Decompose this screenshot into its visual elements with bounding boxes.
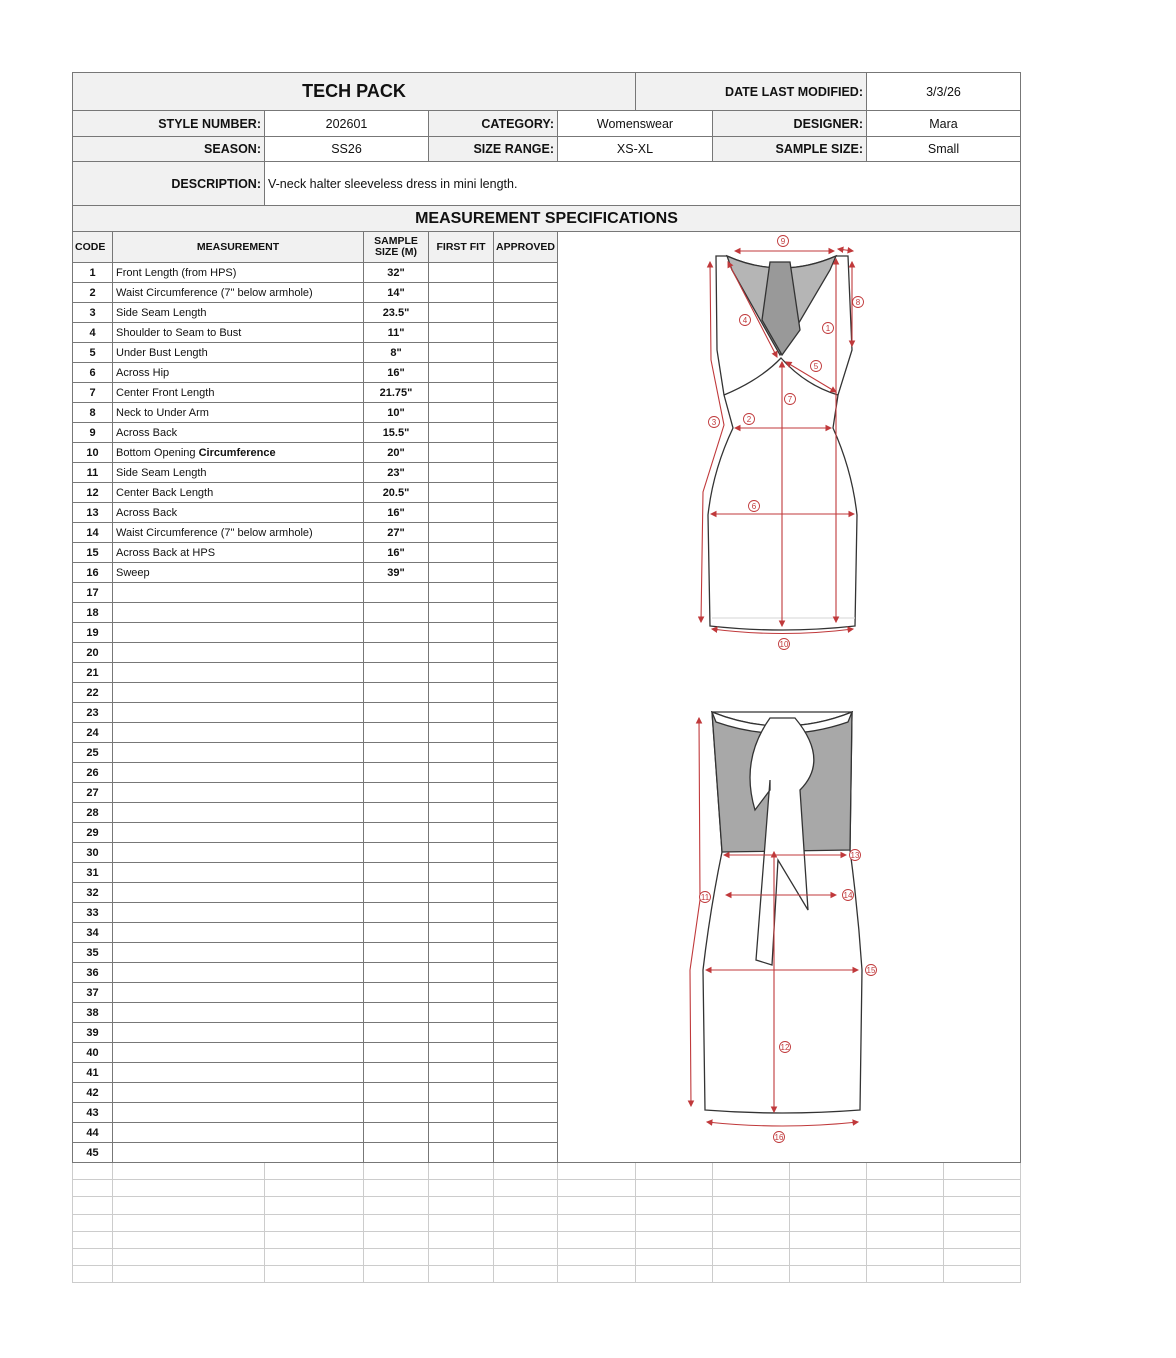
row-code: 11 [72,463,113,483]
row-sample-size: 23.5" [364,303,429,323]
row-code: 4 [72,323,113,343]
row-code: 45 [72,1143,113,1163]
callout-front-label: 4 [742,316,748,325]
row-sample-size: 8" [364,343,429,363]
measurement-name: Across Back [116,506,178,519]
row-sample-size: 16" [364,363,429,383]
callout-back-label: 13 [850,851,860,860]
row-sample-size: 39" [364,563,429,583]
date-label: DATE LAST MODIFIED: [636,72,867,111]
season-label: SEASON: [72,137,265,162]
callout-front-label: 5 [813,362,819,371]
row-code: 20 [72,643,113,663]
measurement-name: Across Back [116,426,178,439]
row-sample-size: 20.5" [364,483,429,503]
callout-front-label: 1 [825,324,831,333]
row-code: 30 [72,843,113,863]
callout-back-label: 15 [866,966,876,975]
callout-back-label: 16 [774,1133,784,1142]
description-value: V-neck halter sleeveless dress in mini length. [265,162,1021,206]
row-code: 42 [72,1083,113,1103]
row-code: 28 [72,803,113,823]
measurement-name: Side Seam Length [116,466,207,479]
row-code: 29 [72,823,113,843]
measurement-name: Shoulder to Seam to Bust [116,326,242,339]
designer-label: DESIGNER: [713,111,867,137]
measurement-name: Waist Circumference (7" below armhole) [116,526,313,539]
measurement-name-bold: Circumference [198,446,276,459]
callout-front-label: 6 [751,502,757,511]
sample-size-label: SAMPLE SIZE: [713,137,867,162]
row-code: 40 [72,1043,113,1063]
row-code: 5 [72,343,113,363]
measurement-name: Neck to Under Arm [116,406,209,419]
row-code: 8 [72,403,113,423]
row-code: 10 [72,443,113,463]
row-code: 25 [72,743,113,763]
row-code: 31 [72,863,113,883]
col-measurement-header: MEASUREMENT [113,232,364,263]
row-sample-size: 10" [364,403,429,423]
row-code: 22 [72,683,113,703]
size-range-value: XS-XL [558,137,713,162]
row-code: 34 [72,923,113,943]
row-code: 3 [72,303,113,323]
row-sample-size: 14" [364,283,429,303]
row-code: 16 [72,563,113,583]
row-sample-size: 23" [364,463,429,483]
measurement-name: Waist Circumference (7" below armhole) [116,286,313,299]
col-code-header: CODE [72,232,113,263]
row-sample-size: 32" [364,263,429,283]
measurement-name: Across Hip [116,366,170,379]
row-code: 39 [72,1023,113,1043]
row-code: 12 [72,483,113,503]
section-title: MEASUREMENT SPECIFICATIONS [72,206,1021,232]
style-number-label: STYLE NUMBER: [72,111,265,137]
row-code: 17 [72,583,113,603]
measurement-name: Front Length (from HPS) [116,266,237,279]
category-value: Womenswear [558,111,713,137]
callout-back-label: 14 [843,891,853,900]
category-label: CATEGORY: [429,111,558,137]
row-code: 9 [72,423,113,443]
row-code: 19 [72,623,113,643]
callout-back-label: 12 [780,1043,790,1052]
row-code: 1 [72,263,113,283]
measurement-name: Center Front Length [116,386,215,399]
style-number-value: 202601 [265,111,429,137]
measurement-name: Sweep [116,566,150,579]
sample-size-value: Small [867,137,1021,162]
callout-front-label: 8 [855,298,861,307]
col-first-fit-header: FIRST FIT [429,232,494,263]
row-sample-size: 20" [364,443,429,463]
description-label: DESCRIPTION: [72,162,265,206]
measurement-name: Across Back at HPS [116,546,216,559]
row-code: 26 [72,763,113,783]
callout-back-label: 11 [700,893,710,902]
row-code: 6 [72,363,113,383]
row-code: 2 [72,283,113,303]
designer-value: Mara [867,111,1021,137]
row-code: 27 [72,783,113,803]
measurement-name: Bottom Opening [116,446,196,459]
date-value: 3/3/26 [867,72,1021,111]
row-code: 18 [72,603,113,623]
row-sample-size: 16" [364,503,429,523]
callout-front-label: 9 [780,237,786,246]
size-range-label: SIZE RANGE: [429,137,558,162]
callout-front-label: 3 [711,418,717,427]
row-sample-size: 15.5" [364,423,429,443]
row-code: 37 [72,983,113,1003]
col-approved-header: APPROVED [494,232,558,263]
row-code: 32 [72,883,113,903]
row-code: 33 [72,903,113,923]
row-sample-size: 27" [364,523,429,543]
callout-front-label: 2 [746,415,752,424]
row-code: 13 [72,503,113,523]
measurement-name: Under Bust Length [116,346,208,359]
row-code: 36 [72,963,113,983]
row-code: 41 [72,1063,113,1083]
row-code: 7 [72,383,113,403]
measurement-name: Side Seam Length [116,306,207,319]
col-sample-size-header: SAMPLE SIZE (M) [364,232,429,263]
callout-front-label: 10 [779,640,789,649]
row-sample-size: 21.75" [364,383,429,403]
row-code: 14 [72,523,113,543]
page-title: TECH PACK [72,72,636,111]
row-code: 35 [72,943,113,963]
back-dress-sketch [700,712,862,1113]
row-code: 38 [72,1003,113,1023]
row-code: 43 [72,1103,113,1123]
row-code: 44 [72,1123,113,1143]
row-sample-size: 11" [364,323,429,343]
season-value: SS26 [265,137,429,162]
row-sample-size: 16" [364,543,429,563]
row-code: 23 [72,703,113,723]
row-code: 24 [72,723,113,743]
row-code: 15 [72,543,113,563]
row-code: 21 [72,663,113,683]
measurement-name: Center Back Length [116,486,214,499]
callout-front-label: 7 [787,395,793,404]
